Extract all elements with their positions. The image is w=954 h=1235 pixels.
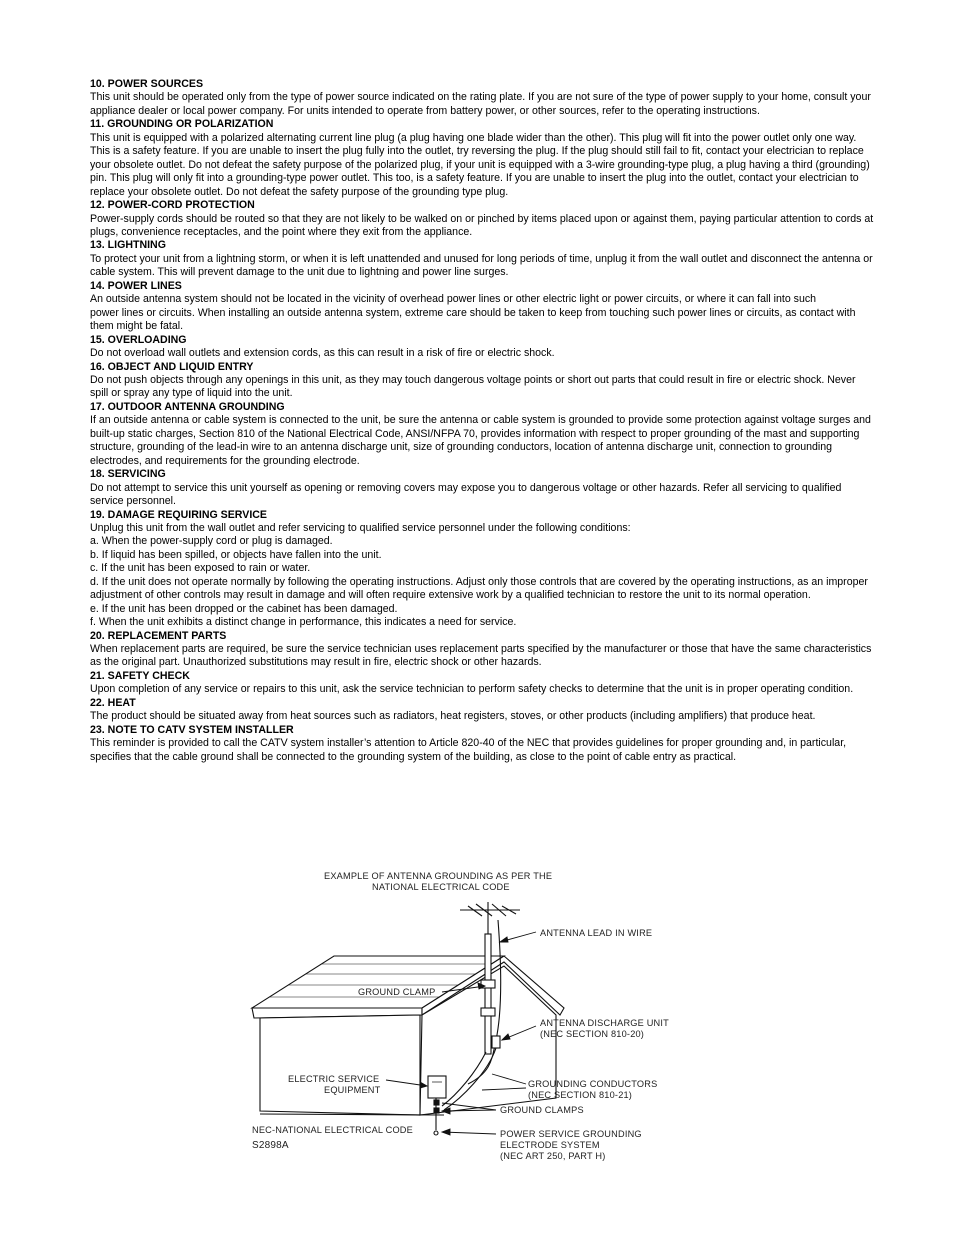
figure-title-line1: EXAMPLE OF ANTENNA GROUNDING AS PER THE [324, 871, 553, 881]
section-title: 14. POWER LINES [90, 279, 182, 292]
section [90, 78, 876, 118]
section-title: 15. OVERLOADING [90, 333, 187, 346]
section-paragraph: power lines or circuits. When installing an outside antenna system, extreme care should be taken to keep from touching such power lines or circuits, as contact with them might be fatal. [90, 306, 856, 333]
section-title: 20. REPLACEMENT PARTS [90, 629, 227, 642]
section-title: 16. OBJECT AND LIQUID ENTRY [90, 360, 254, 373]
label-electric-service-line1: ELECTRIC SERVICE [288, 1074, 380, 1084]
section-paragraph: If an outside antenna or cable system is connected to the unit, be sure the antenna or cable system is grounded to provide some protection against voltage surges and built-up static charges, Section 810 of the National Electrical Code, ANSI/NFPA 70, provides information with respect to proper grounding of the mast and supporting structure, grounding of the lead-in wire to an antenna discharge unit, size of grounding conductors, location of antenna discharge unit, connection to grounding electrodes, and requirements for the grounding electrode. [90, 414, 871, 467]
section [90, 630, 876, 670]
diagram-svg [230, 862, 680, 1167]
section-title: 18. SERVICING [90, 468, 166, 481]
figure-title-line2: NATIONAL ELECTRICAL CODE [372, 882, 510, 892]
mast-bracket [481, 1008, 495, 1016]
section [90, 334, 876, 361]
discharge-unit [492, 1036, 500, 1048]
label-figure-code: S2898A [252, 1140, 289, 1151]
section-paragraph: The product should be situated away from heat sources such as radiators, heat registers, stoves, or other products (including amplifiers) that produce heat. [90, 710, 816, 723]
section [90, 697, 876, 724]
section-paragraph: c. If the unit has been exposed to rain or water. [90, 562, 311, 575]
section-paragraph: a. When the power-supply cord or plug is damaged. [90, 535, 333, 548]
section-title: 17. OUTDOOR ANTENNA GROUNDING [90, 400, 285, 413]
label-ground-clamps: GROUND CLAMPS [500, 1105, 584, 1115]
label-antenna-lead-in-wire: ANTENNA LEAD IN WIRE [540, 928, 653, 938]
antenna-mast [485, 934, 491, 1054]
section-paragraph: To protect your unit from a lightning storm, or when it is left unattended and unused for long periods of time, unplug it from the wall outlet and disconnect the antenna or cable system. This will prevent damage to the unit due to lightning and power line surges. [90, 252, 873, 279]
section [90, 239, 876, 279]
section-title: 12. POWER-CORD PROTECTION [90, 199, 255, 212]
antenna-grounding-diagram [230, 862, 680, 1167]
section [90, 509, 876, 630]
section-title: 13. LIGHTNING [90, 239, 166, 252]
electrode-tip [434, 1131, 438, 1135]
label-power-service-line2: ELECTRODE SYSTEM [500, 1140, 600, 1150]
section-paragraph: b. If liquid has been spilled, or objects have fallen into the unit. [90, 548, 382, 561]
section-paragraph: d. If the unit does not operate normally by following the operating instructions. Adjust only those controls that are covered by the operating instructions, as an improper adjustment of other controls may result in damage and will often require extensive work by a qualified technician to restore the unit to its normal operation. [90, 575, 868, 602]
section-title: 10. POWER SOURCES [90, 78, 204, 90]
front-wall [260, 1015, 420, 1115]
section-paragraph: Upon completion of any service or repairs to this unit, ask the service technician to perform safety checks to determine that the unit is in proper operating condition. [90, 683, 854, 696]
section [90, 401, 876, 468]
label-ground-clamp: GROUND CLAMP [358, 987, 436, 997]
section-paragraph: f. When the unit exhibits a distinct change in performance, this indicates a need for service. [90, 616, 517, 629]
label-discharge-unit-line2: (NEC SECTION 810-20) [540, 1029, 645, 1039]
section-title: 22. HEAT [90, 696, 136, 709]
section-paragraph: This unit is equipped with a polarized alternating current line plug (a plug having one blade wider than the other). This plug will fit into the power outlet only one way. This is a safety feature. If you are unable to insert the plug fully into the outlet, try reversing the plug. If the plug should still fail to fit, contact your electrician to replace your obsolete outlet. Do not defeat the safety purpose of the polarized plug, if your unit is equipped with a 3-wire grounding-type plug, a plug having a third (grounding) pin. This plug will only fit into a grounding-type power outlet. This too, is a safety feature. If you are unable to insert the plug into the outlet, contact your electrician to replace your obsolete outlet. Do not defeat the safety purpose of the grounding type plug. [90, 131, 870, 198]
section-paragraph: This unit should be operated only from the type of power source indicated on the rating plate. If you are not sure of the type of power supply to your home, consult your appliance dealer or local power company. For units intended to operate from battery power, or other sources, refer to the operating instructions. [90, 91, 871, 117]
label-discharge-unit-line1: ANTENNA DISCHARGE UNIT [540, 1018, 669, 1028]
section [90, 670, 876, 697]
label-grounding-conductors-line2: (NEC SECTION 810-21) [528, 1090, 633, 1100]
section-paragraph: An outside antenna system should not be located in the vicinity of overhead power lines or other electric light or power circuits, or where it can fall into such [90, 293, 817, 306]
label-electric-service-line2: EQUIPMENT [324, 1085, 381, 1095]
label-grounding-conductors-line1: GROUNDING CONDUCTORS [528, 1079, 658, 1089]
section [90, 118, 876, 199]
section-paragraph: This reminder is provided to call the CATV system installer’s attention to Article 820-40 of the NEC that provides guidelines for proper grounding and, in particular, specifies that the cable ground shall be connected to the grounding system of the building, as close to the point of cable entry as practical. [90, 737, 847, 763]
label-power-service-line1: POWER SERVICE GROUNDING [500, 1129, 642, 1139]
section-paragraph: Power-supply cords should be routed so that they are not likely to be walked on or pinched by items placed upon or against them, paying particular attention to cords at plugs, convenience receptacles, and the point where they exit from the appliance. [90, 212, 874, 238]
electric-service-box [428, 1076, 446, 1098]
leader-arrowhead [500, 937, 508, 942]
label-nec-note: NEC-NATIONAL ELECTRICAL CODE [252, 1125, 413, 1135]
section [90, 361, 876, 401]
safety-instructions [90, 78, 876, 764]
section-title: 21. SAFETY CHECK [90, 669, 190, 682]
section-paragraph: Do not overload wall outlets and extension cords, as this can result in a risk of fire or electric shock. [90, 347, 555, 360]
section [90, 199, 876, 239]
section-paragraph: Unplug this unit from the wall outlet and refer servicing to qualified service personnel under the following conditions: [90, 521, 631, 534]
section-title: 11. GROUNDING OR POLARIZATION [90, 118, 274, 131]
section [90, 468, 876, 508]
section-title: 23. NOTE TO CATV SYSTEM INSTALLER [90, 723, 294, 736]
section-title: 19. DAMAGE REQUIRING SERVICE [90, 508, 267, 521]
section-paragraph: When replacement parts are required, be sure the service technician uses replacement parts specified by the manufacturer or those that have the same characteristics as the original part. Unauthorized substitutions may result in fire, electric shock or other hazards. [90, 643, 872, 669]
section-paragraph: e. If the unit has been dropped or the cabinet has been damaged. [90, 602, 398, 615]
label-power-service-line3: (NEC ART 250, PART H) [500, 1151, 606, 1161]
section-paragraph: Do not attempt to service this unit yourself as opening or removing covers may expose you to dangerous voltage or other hazards. Refer all servicing to qualified service personnel. [90, 481, 842, 508]
section-paragraph: Do not push objects through any openings in this unit, as they may touch dangerous voltage points or short out parts that could result in fire or electric shock. Never spill or spray any type of liquid into the unit. [90, 373, 856, 400]
leader-arrowhead [442, 1129, 450, 1135]
house-drawing [252, 956, 564, 1115]
section [90, 280, 876, 334]
section [90, 724, 876, 764]
